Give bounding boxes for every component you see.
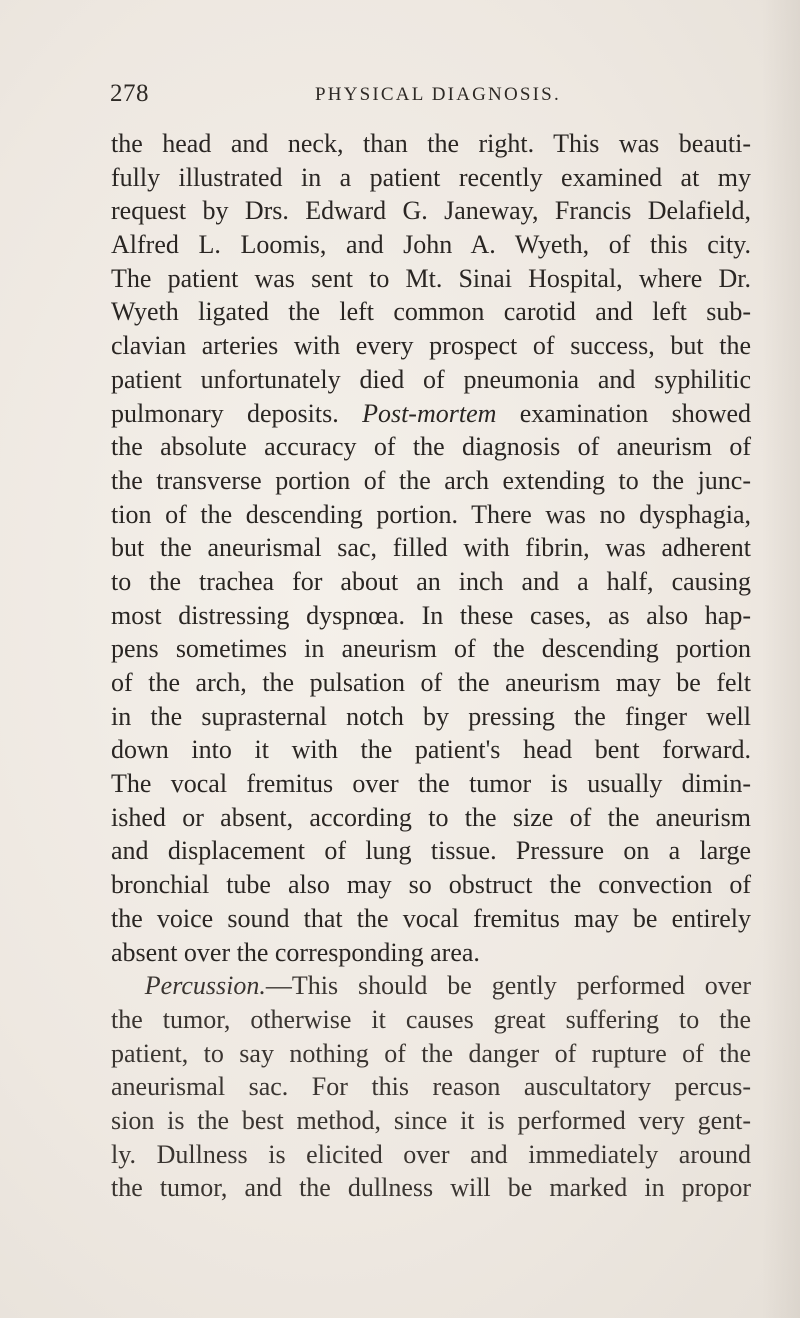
- text-line: Wyeth ligated the left common carotid and left sub-: [111, 297, 751, 327]
- text-line: the voice sound that the vocal fremitus may be entirely: [111, 903, 751, 933]
- text-line: the tumor, otherwise it causes great suffering to the: [111, 1004, 751, 1034]
- text-line: The vocal fremitus over the tumor is usually dimin-: [111, 769, 751, 799]
- text-line: fully illustrated in a patient recently examined at my: [111, 162, 751, 192]
- text-line: and displacement of lung tissue. Pressure on a large: [111, 836, 751, 866]
- text-line: bronchial tube also may so obstruct the convection of: [111, 870, 751, 900]
- italic-term-post-mortem: Post-mortem: [362, 398, 497, 428]
- text-line: ly. Dullness is elicited over and immediately around: [111, 1139, 751, 1169]
- text-line: clavian arteries with every prospect of success, but the: [111, 331, 751, 361]
- text-line: patient, to say nothing of the danger of rupture of the: [111, 1038, 751, 1068]
- text-line: absent over the corresponding area.: [111, 937, 480, 967]
- text-line: the transverse portion of the arch extending to the junc-: [111, 465, 751, 495]
- text-segment: —This should be gently performed over: [265, 971, 751, 1001]
- text-segment: pulmonary deposits.: [111, 398, 339, 428]
- text-line: request by Drs. Edward G. Janeway, Francis Delafield,: [111, 196, 751, 226]
- text-line: aneurismal sac. For this reason auscultatory percus-: [111, 1072, 751, 1102]
- text-line: most distressing dyspnœa. In these cases, as also hap-: [111, 600, 751, 630]
- text-line: the absolute accuracy of the diagnosis of aneurism of: [111, 432, 751, 462]
- text-line: to the trachea for about an inch and a half, causing: [111, 566, 751, 596]
- text-line: Alfred L. Loomis, and John A. Wyeth, of this city.: [111, 230, 751, 260]
- text-line: ished or absent, according to the size of the aneurism: [111, 802, 751, 832]
- text-line: tion of the descending portion. There was no dysphagia,: [111, 499, 751, 529]
- page-number: 278: [110, 80, 149, 107]
- text-line: the head and neck, than the right. This was beauti-: [111, 129, 751, 158]
- text-line: the tumor, and the dullness will be marked in propor: [111, 1173, 751, 1203]
- text-line: down into it with the patient's head bent forward.: [111, 735, 751, 765]
- text-line: sion is the best method, since it is performed very gent-: [111, 1105, 751, 1135]
- text-line: pens sometimes in aneurism of the descending portion: [111, 634, 751, 664]
- text-line: in the suprasternal notch by pressing the finger well: [111, 701, 751, 731]
- text-line-mixed: [111, 397, 751, 431]
- italic-heading-percussion: Percussion.: [144, 971, 266, 1001]
- text-segment: examination showed: [519, 398, 752, 428]
- text-line: of the arch, the pulsation of the aneurism may be felt: [111, 668, 751, 697]
- body-text: [111, 127, 751, 1205]
- text-line: but the aneurismal sac, filled with fibrin, was adherent: [111, 533, 751, 563]
- running-head-title: PHYSICAL DIAGNOSIS.: [315, 84, 561, 105]
- text-line: The patient was sent to Mt. Sinai Hospital, where Dr.: [111, 263, 751, 293]
- running-head: [110, 80, 750, 114]
- text-line: patient unfortunately died of pneumonia and syphilitic: [111, 364, 751, 394]
- text-line-mixed: [111, 969, 751, 1003]
